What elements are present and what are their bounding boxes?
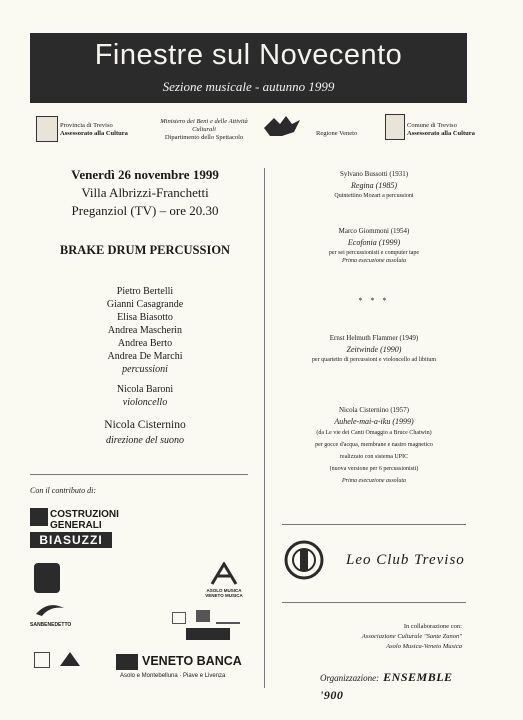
veneto-banca-logo [116, 654, 248, 684]
cellist [40, 383, 250, 409]
org-name: ENSEMBLE '900 [320, 670, 453, 702]
logo-veneto-banca: VENETO BANCA [142, 654, 242, 668]
org-label: Organizzazione: [320, 673, 380, 683]
ensemble-name: BRAKE DRUM PERCUSSION [59, 243, 231, 257]
asolo-logo [196, 588, 252, 598]
event-info [40, 166, 250, 220]
asolo-a-icon [210, 562, 238, 586]
work-title: Regina (1985) [351, 181, 397, 190]
triangle-logo-icon [58, 650, 82, 668]
program-item [282, 334, 466, 363]
sanbenedetto-swoosh-icon [34, 600, 66, 618]
winged-lion-icon [262, 114, 302, 140]
program-item [282, 227, 466, 264]
work-note: Prima esecuzione assoluta [342, 478, 406, 484]
sponsor-ministero [148, 118, 260, 142]
collab-line: Asolo Musica-Veneto Musica [386, 643, 462, 650]
composer: Sylvano Bussotti (1931) [339, 170, 409, 178]
asolo-line: ASOLO MUSICA [206, 588, 242, 593]
veneto-banca-sub: Asolo e Montebelluna · Piave e Livenza [120, 673, 226, 679]
composer: Marco Giommoni (1954) [338, 227, 410, 235]
work-title: Ecofonia (1999) [347, 238, 401, 247]
banner-subtitle: Sezione musicale - autunno 1999 [162, 79, 335, 94]
sponsor-line: Ministero dei Beni e delle Attività Culturali [160, 118, 248, 133]
composer: Ernst Helmuth Flammer (1949) [329, 334, 419, 342]
estate-logo-icon [34, 563, 60, 593]
banner-title: Finestre sul Novecento [94, 39, 403, 71]
cellist-role: violoncello [122, 397, 168, 408]
sound-director [40, 418, 250, 448]
leo-club-emblem-icon [284, 540, 324, 580]
small-logo-icon [196, 610, 210, 622]
work-note: Prima esecuzione assoluta [342, 258, 406, 264]
crest-icon [34, 652, 50, 668]
bank-logo-icon [186, 628, 230, 640]
small-logo-icon [216, 612, 240, 624]
player: Gianni Casagrande [106, 299, 184, 310]
work-desc: Quintettino Mozart a percussioni [334, 193, 414, 199]
event-date: Venerdì 26 novembre 1999 [71, 167, 219, 182]
logo-generali: GENERALI [50, 520, 102, 531]
work-desc: realizzato con sistema UPIC [339, 454, 409, 460]
work-title: Auhele-mai-a-iku (1999) [334, 417, 414, 426]
player: Andrea Mascherin [107, 325, 183, 336]
sponsor-line: Assessorato alla Cultura [407, 130, 475, 137]
title-banner [30, 33, 467, 103]
players-role: percussioni [122, 364, 168, 375]
column-divider [264, 168, 265, 688]
event-venue: Villa Albrizzi-Franchetti [81, 185, 209, 200]
logo-sanbenedetto: SANBENEDETTO [30, 622, 72, 628]
biasuzzi-mark-icon [30, 508, 48, 526]
comune-crest-icon [385, 114, 405, 140]
player: Pietro Bertelli [116, 286, 174, 297]
sponsor-regione [316, 130, 376, 138]
player: Elisa Biasotto [117, 312, 173, 323]
sponsor-line: Dipartimento dello Spettacolo [164, 134, 244, 141]
leo-club-name: Leo Club Treviso [346, 552, 465, 568]
work-desc: (nuova versione per 6 percussionisti) [329, 466, 419, 472]
sponsor-line: Regione Veneto [316, 130, 358, 137]
cellist-name: Nicola Baroni [116, 384, 174, 395]
program-item [282, 406, 466, 486]
right-divider [282, 602, 466, 603]
sponsor-line: Provincia di Treviso [60, 122, 113, 129]
sponsor-line: Assessorato alla Cultura [60, 130, 128, 137]
player: Andrea De Marchi [107, 351, 183, 362]
players-list [40, 285, 250, 376]
work-desc: (da Le vie dei Canti Omaggio a Bruce Chatwin) [316, 430, 432, 436]
work-desc: per gocce d'acqua, membrane e nastro magnetico [315, 442, 433, 448]
work-desc: per sei percussionisti e computer tape [328, 250, 420, 256]
sound-name: Nicola Cisternino [104, 419, 186, 431]
program-item [282, 170, 466, 199]
composer: Nicola Cisternino (1957) [339, 406, 409, 414]
sponsor-provincia [60, 122, 140, 138]
organization [320, 668, 470, 704]
separator-stars: * * * [358, 296, 390, 305]
small-logo-icon [172, 612, 186, 624]
event-place: Preganziol (TV) – ore 20.30 [71, 203, 219, 218]
sponsor-line: Comune di Treviso [407, 122, 457, 129]
logo-biasuzzi: BIASUZZI [30, 532, 112, 548]
provincia-crest-icon [36, 116, 58, 142]
logo-costruzioni: COSTRUZIONI [50, 509, 119, 520]
biasuzzi-logo [30, 508, 119, 550]
sponsor-comune [407, 122, 487, 138]
collab-label: In collaborazione con: [403, 623, 462, 630]
sound-role: direzione del suono [106, 435, 184, 446]
asolo-line: VENETO MUSICA [205, 593, 243, 598]
contrib-label: Con il contributo di: [30, 486, 96, 495]
player: Andrea Berto [117, 338, 173, 349]
veneto-banca-mark-icon [116, 654, 138, 670]
work-desc: per quartetto di percussioni e violoncello ad libitum [311, 357, 437, 363]
collaboration [290, 622, 462, 652]
collab-line: Associazione Culturale "Sante Zanon" [361, 633, 462, 640]
work-title: Zeitwinde (1990) [346, 345, 402, 354]
right-divider [282, 524, 466, 525]
left-divider [30, 474, 248, 475]
